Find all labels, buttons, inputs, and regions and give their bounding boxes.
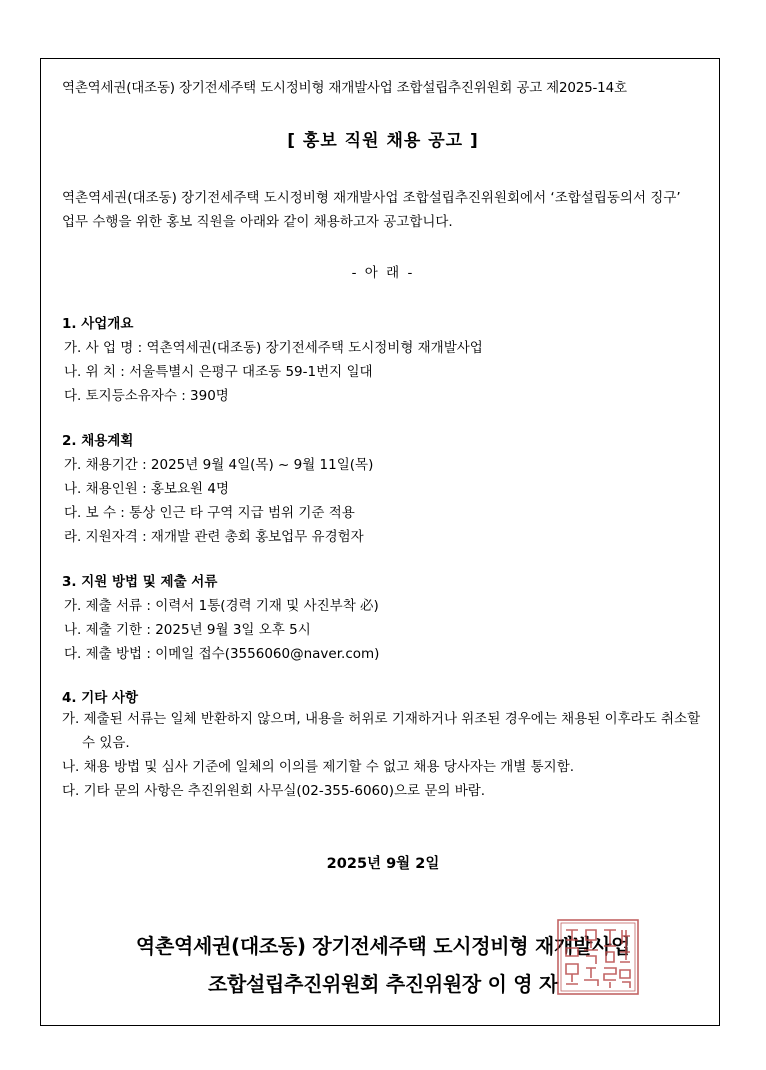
list-item: 가. 제출 서류 : 이력서 1통(경력 기재 및 사진부착 必) — [64, 598, 379, 614]
list-item: 가. 사 업 명 : 역촌역세권(대조동) 장기전세주택 도시정비형 재개발사업 — [64, 340, 483, 356]
notice-number: 역촌역세권(대조동) 장기전세주택 도시정비형 재개발사업 조합설립추진위원회 공고 제2025-14호 — [62, 80, 627, 96]
list-item: 나. 채용 방법 및 심사 기준에 일체의 이의를 제기할 수 없고 채용 당사자는 개별 통지함. — [62, 759, 575, 775]
list-item: 가. 제출된 서류는 일체 반환하지 않으며, 내용을 허위로 기재하거나 위조된 경우에는 채용된 이후라도 취소할 수 있음. — [62, 711, 701, 751]
notice-title: [ 홍보 직원 채용 공고 ] — [287, 131, 479, 151]
notice-date: 2025년 9월 2일 — [326, 856, 440, 872]
list-item: 라. 지원자격 : 재개발 관련 총회 홍보업무 유경험자 — [64, 529, 364, 545]
list-item: 나. 채용인원 : 홍보요원 4명 — [64, 481, 230, 497]
signature-name: 조합설립추진위원회 추진위원장 이 영 자 — [208, 972, 558, 996]
list-item: 다. 토지등소유자수 : 390명 — [64, 388, 229, 404]
list-item: 나. 위 치 : 서울특별시 은평구 대조동 59-1번지 일대 — [64, 364, 373, 380]
list-item: 나. 제출 기한 : 2025년 9월 3일 오후 5시 — [64, 622, 311, 638]
official-seal-icon — [556, 918, 640, 996]
signature-organization: 역촌역세권(대조동) 장기전세주택 도시정비형 재개발사업 — [135, 934, 631, 958]
list-item: 다. 보 수 : 통상 인근 타 구역 지급 범위 기준 적용 — [64, 505, 355, 521]
section-heading: 2. 채용계획 — [62, 433, 134, 449]
section-heading: 4. 기타 사항 — [62, 690, 139, 706]
section-heading: 1. 사업개요 — [62, 316, 134, 332]
list-item: 다. 제출 방법 : 이메일 접수(3556060@naver.com) — [64, 646, 380, 662]
section-4-list — [62, 707, 702, 803]
intro-paragraph: 역촌역세권(대조동) 장기전세주택 도시정비형 재개발사업 조합설립추진위원회에서 ‘조합설립동의서 징구’ 업무 수행을 위한 홍보 직원을 아래와 같이 채용하고자 공고합니다. — [62, 190, 681, 230]
section-heading: 3. 지원 방법 및 제출 서류 — [62, 574, 218, 590]
list-item: 다. 기타 문의 사항은 추진위원회 사무실(02-355-6060)으로 문의 바람. — [62, 783, 486, 799]
list-item: 가. 채용기간 : 2025년 9월 4일(목) ~ 9월 11일(목) — [64, 457, 374, 473]
note-heading: - 아 래 - — [351, 265, 415, 281]
